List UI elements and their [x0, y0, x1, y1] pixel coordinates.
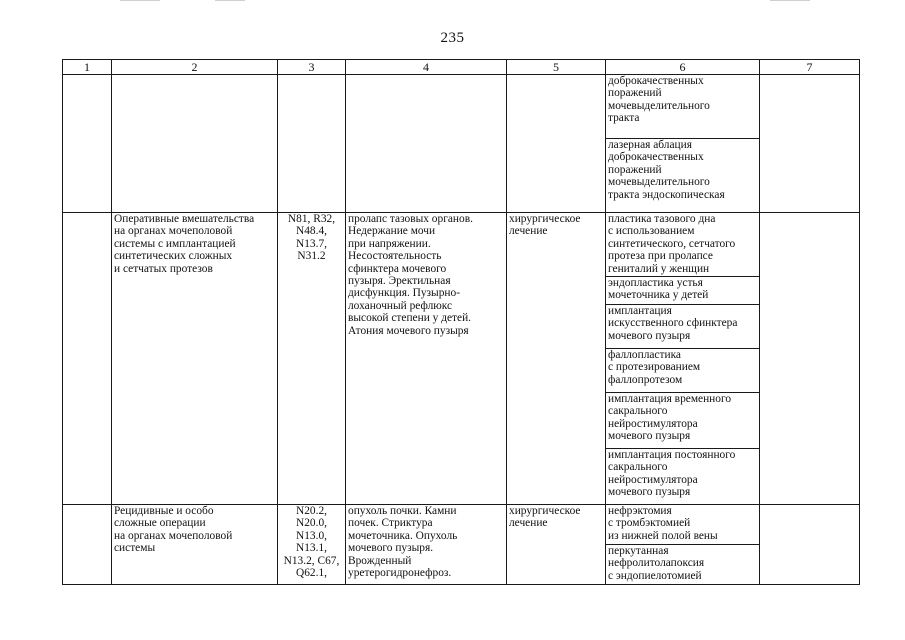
table-header-row [63, 60, 860, 75]
cell-treatment-method: эндопластика устья мочеточника у детей [606, 277, 760, 305]
cell-diagnosis: опухоль почки. Камни почек. Стриктура мочеточника. Опухоль мочевого пузыря. Врожденный уретерогидронефроз. [346, 505, 507, 585]
cell-treatment-method: перкутанная нефролитолапоксия с эндопиелотомией [606, 545, 760, 585]
cell-icd-codes: N81, R32, N48.4, N13.7, N31.2 [278, 213, 346, 505]
column-header: 7 [760, 60, 860, 75]
cell-treatment-type: хирургическое лечение [507, 505, 606, 585]
column-header: 5 [507, 60, 606, 75]
scan-edge-line [120, 0, 160, 1]
cell-treatment-method: нефрэктомия с тромбэктомией из нижней полой вены [606, 505, 760, 545]
cell-treatment-method: доброкачественных поражений мочевыделительного тракта [606, 75, 760, 139]
cell-group-name: Рецидивные и особо сложные операции на органах мочеполовой системы [112, 505, 278, 585]
cell-group-name [112, 75, 278, 213]
column-header: 4 [346, 60, 507, 75]
cell-diagnosis: пролапс тазовых органов. Недержание мочи при напряжении. Несостоятельность сфинктера мочевого пузыря. Эректильная дисфункция. Пузырно- лоханочный рефлюкс высокой степени у детей. Атония мочевого пузыря [346, 213, 507, 505]
cell-number [63, 75, 112, 213]
column-header: 3 [278, 60, 346, 75]
scan-edge-line [215, 0, 245, 1]
column-header: 2 [112, 60, 278, 75]
cell-treatment-method: фаллопластика с протезированием фаллопротезом [606, 349, 760, 393]
cell-treatment-method: имплантация временного сакрального нейростимулятора мочевого пузыря [606, 393, 760, 449]
procedures-table [62, 59, 860, 585]
cell-treatment-method: пластика тазового дна с использованием синтетического, сетчатого протеза при пролапсе гениталий у женщин [606, 213, 760, 277]
scan-edge-line [770, 0, 810, 1]
cell-treatment-method: лазерная аблация доброкачественных поражений мочевыделительного тракта эндоскопическая [606, 139, 760, 213]
column-header: 6 [606, 60, 760, 75]
column-header: 1 [63, 60, 112, 75]
cell-icd-codes: N20.2, N20.0, N13.0, N13.1, N13.2, C67, Q62.1, [278, 505, 346, 585]
page-number: 235 [440, 30, 465, 46]
cell-icd-codes [278, 75, 346, 213]
cell-treatment-type [507, 75, 606, 213]
cell-empty [760, 213, 860, 505]
table-row [63, 75, 860, 139]
cell-treatment-method: имплантация искусственного сфинктера мочевого пузыря [606, 305, 760, 349]
cell-number [63, 505, 112, 585]
table-row [63, 505, 860, 545]
cell-empty [760, 505, 860, 585]
cell-diagnosis [346, 75, 507, 213]
table-row [63, 213, 860, 277]
cell-group-name: Оперативные вмешательства на органах мочеполовой системы с имплантацией синтетических сложных и сетчатых протезов [112, 213, 278, 505]
cell-treatment-method: имплантация постоянного сакрального нейростимулятора мочевого пузыря [606, 449, 760, 505]
cell-number [63, 213, 112, 505]
cell-treatment-type: хирургическое лечение [507, 213, 606, 505]
cell-empty [760, 75, 860, 213]
